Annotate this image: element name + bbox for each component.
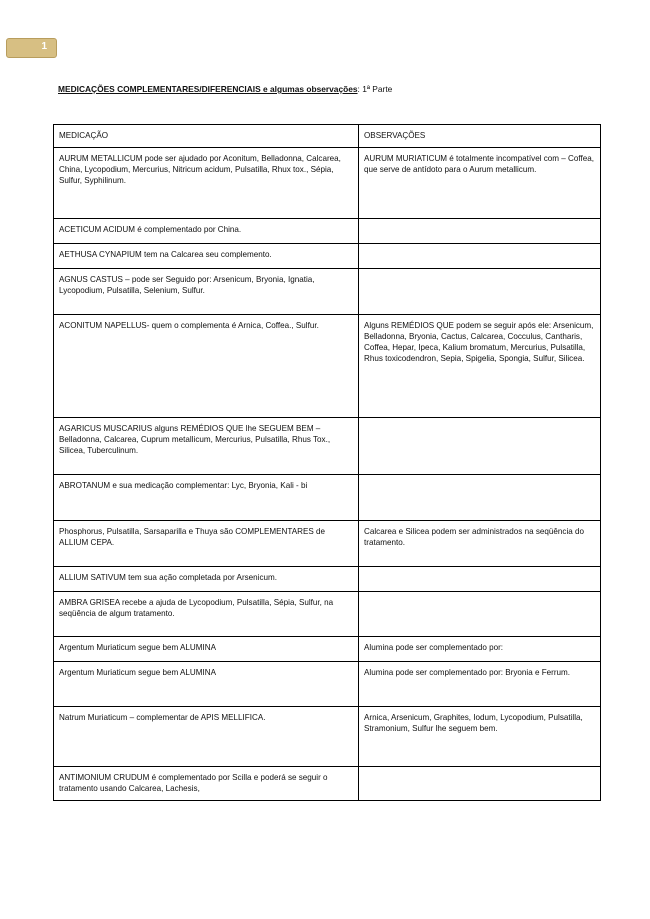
cell-medicacao: ACETICUM ACIDUM é complementado por China. bbox=[54, 219, 359, 244]
table-row bbox=[54, 148, 601, 219]
cell-medicacao: AETHUSA CYNAPIUM tem na Calcarea seu complemento. bbox=[54, 244, 359, 269]
cell-observacoes bbox=[359, 567, 601, 592]
table-row bbox=[54, 767, 601, 801]
cell-observacoes bbox=[359, 418, 601, 475]
medication-table bbox=[53, 124, 601, 801]
cell-medicacao: AGNUS CASTUS – pode ser Seguido por: Arsenicum, Bryonia, Ignatia, Lycopodium, Pulsatilla, Selenium, Sulfur. bbox=[54, 269, 359, 315]
page-number-badge bbox=[6, 38, 57, 58]
cell-medicacao: Phosphorus, Pulsatilla, Sarsaparilla e Thuya são COMPLEMENTARES de ALLIUM CEPA. bbox=[54, 521, 359, 567]
table-row bbox=[54, 418, 601, 475]
title-main: MEDICAÇÕES COMPLEMENTARES/DIFERENCIAIS e algumas observações bbox=[58, 84, 358, 94]
cell-medicacao: ABROTANUM e sua medicação complementar: Lyc, Bryonia, Kali - bi bbox=[54, 475, 359, 521]
cell-medicacao: AGARICUS MUSCARIUS alguns REMÉDIOS QUE lhe SEGUEM BEM – Belladonna, Calcarea, Cuprum metallicum, Mercurius, Pulsatilla, Rhus Tox., Silicea, Tuberculinum. bbox=[54, 418, 359, 475]
cell-observacoes: Alguns REMÉDIOS QUE podem se seguir após ele: Arsenicum, Belladonna, Bryonia, Cactus, Calcarea, Cocculus, Cantharis, Coffea, Hepar, Ipeca, Kalium bromatum, Mercurius, Pulsatilla, Rhus toxicodendron, Sepia, Spigelia, Spongia, Sulfur, Silicea. bbox=[359, 315, 601, 418]
table-row bbox=[54, 315, 601, 418]
table-row bbox=[54, 269, 601, 315]
cell-observacoes bbox=[359, 269, 601, 315]
cell-medicacao: AURUM METALLICUM pode ser ajudado por Aconitum, Belladonna, Calcarea, China, Lycopodium, Mercurius, Nitricum acidum, Pulsatilla, Rhux tox., Sépia, Sulfur, Syphilinum. bbox=[54, 148, 359, 219]
cell-medicacao: Argentum Muriaticum segue bem ALUMINA bbox=[54, 662, 359, 707]
table-row bbox=[54, 521, 601, 567]
cell-observacoes: Alumina pode ser complementado por: Bryonia e Ferrum. bbox=[359, 662, 601, 707]
cell-medicacao: ANTIMONIUM CRUDUM é complementado por Scilla e poderá se seguir o tratamento usando Calcarea, Lachesis, bbox=[54, 767, 359, 801]
page-number: 1 bbox=[41, 41, 47, 52]
table-row bbox=[54, 244, 601, 269]
cell-observacoes: Calcarea e Silicea podem ser administrados na seqüência do tratamento. bbox=[359, 521, 601, 567]
header-medicacao: MEDICAÇÃO bbox=[54, 125, 359, 148]
cell-observacoes bbox=[359, 475, 601, 521]
cell-observacoes bbox=[359, 767, 601, 801]
table-row bbox=[54, 567, 601, 592]
cell-observacoes: Arnica, Arsenicum, Graphites, Iodum, Lycopodium, Pulsatilla, Stramonium, Sulfur lhe seguem bem. bbox=[359, 707, 601, 767]
cell-observacoes bbox=[359, 219, 601, 244]
table-row bbox=[54, 592, 601, 637]
table-row bbox=[54, 219, 601, 244]
table-header-row bbox=[54, 125, 601, 148]
cell-medicacao: AMBRA GRISEA recebe a ajuda de Lycopodium, Pulsatilla, Sépia, Sulfur, na seqüência de algum tratamento. bbox=[54, 592, 359, 637]
title-suffix: : 1ª Parte bbox=[357, 84, 393, 94]
cell-medicacao: ACONITUM NAPELLUS- quem o complementa é Arnica, Coffea., Sulfur. bbox=[54, 315, 359, 418]
cell-observacoes: AURUM MURIATICUM é totalmente incompatível com – Coffea, que serve de antídoto para o Aurum metallicum. bbox=[359, 148, 601, 219]
cell-observacoes: Alumina pode ser complementado por: bbox=[359, 637, 601, 662]
document-title bbox=[58, 84, 392, 94]
table-row bbox=[54, 637, 601, 662]
table-row bbox=[54, 475, 601, 521]
cell-medicacao: Argentum Muriaticum segue bem ALUMINA bbox=[54, 637, 359, 662]
cell-medicacao: ALLIUM SATIVUM tem sua ação completada por Arsenicum. bbox=[54, 567, 359, 592]
cell-observacoes bbox=[359, 244, 601, 269]
table-row bbox=[54, 707, 601, 767]
table-row bbox=[54, 662, 601, 707]
cell-observacoes bbox=[359, 592, 601, 637]
cell-medicacao: Natrum Muriaticum – complementar de APIS MELLIFICA. bbox=[54, 707, 359, 767]
header-observacoes: OBSERVAÇÕES bbox=[359, 125, 601, 148]
